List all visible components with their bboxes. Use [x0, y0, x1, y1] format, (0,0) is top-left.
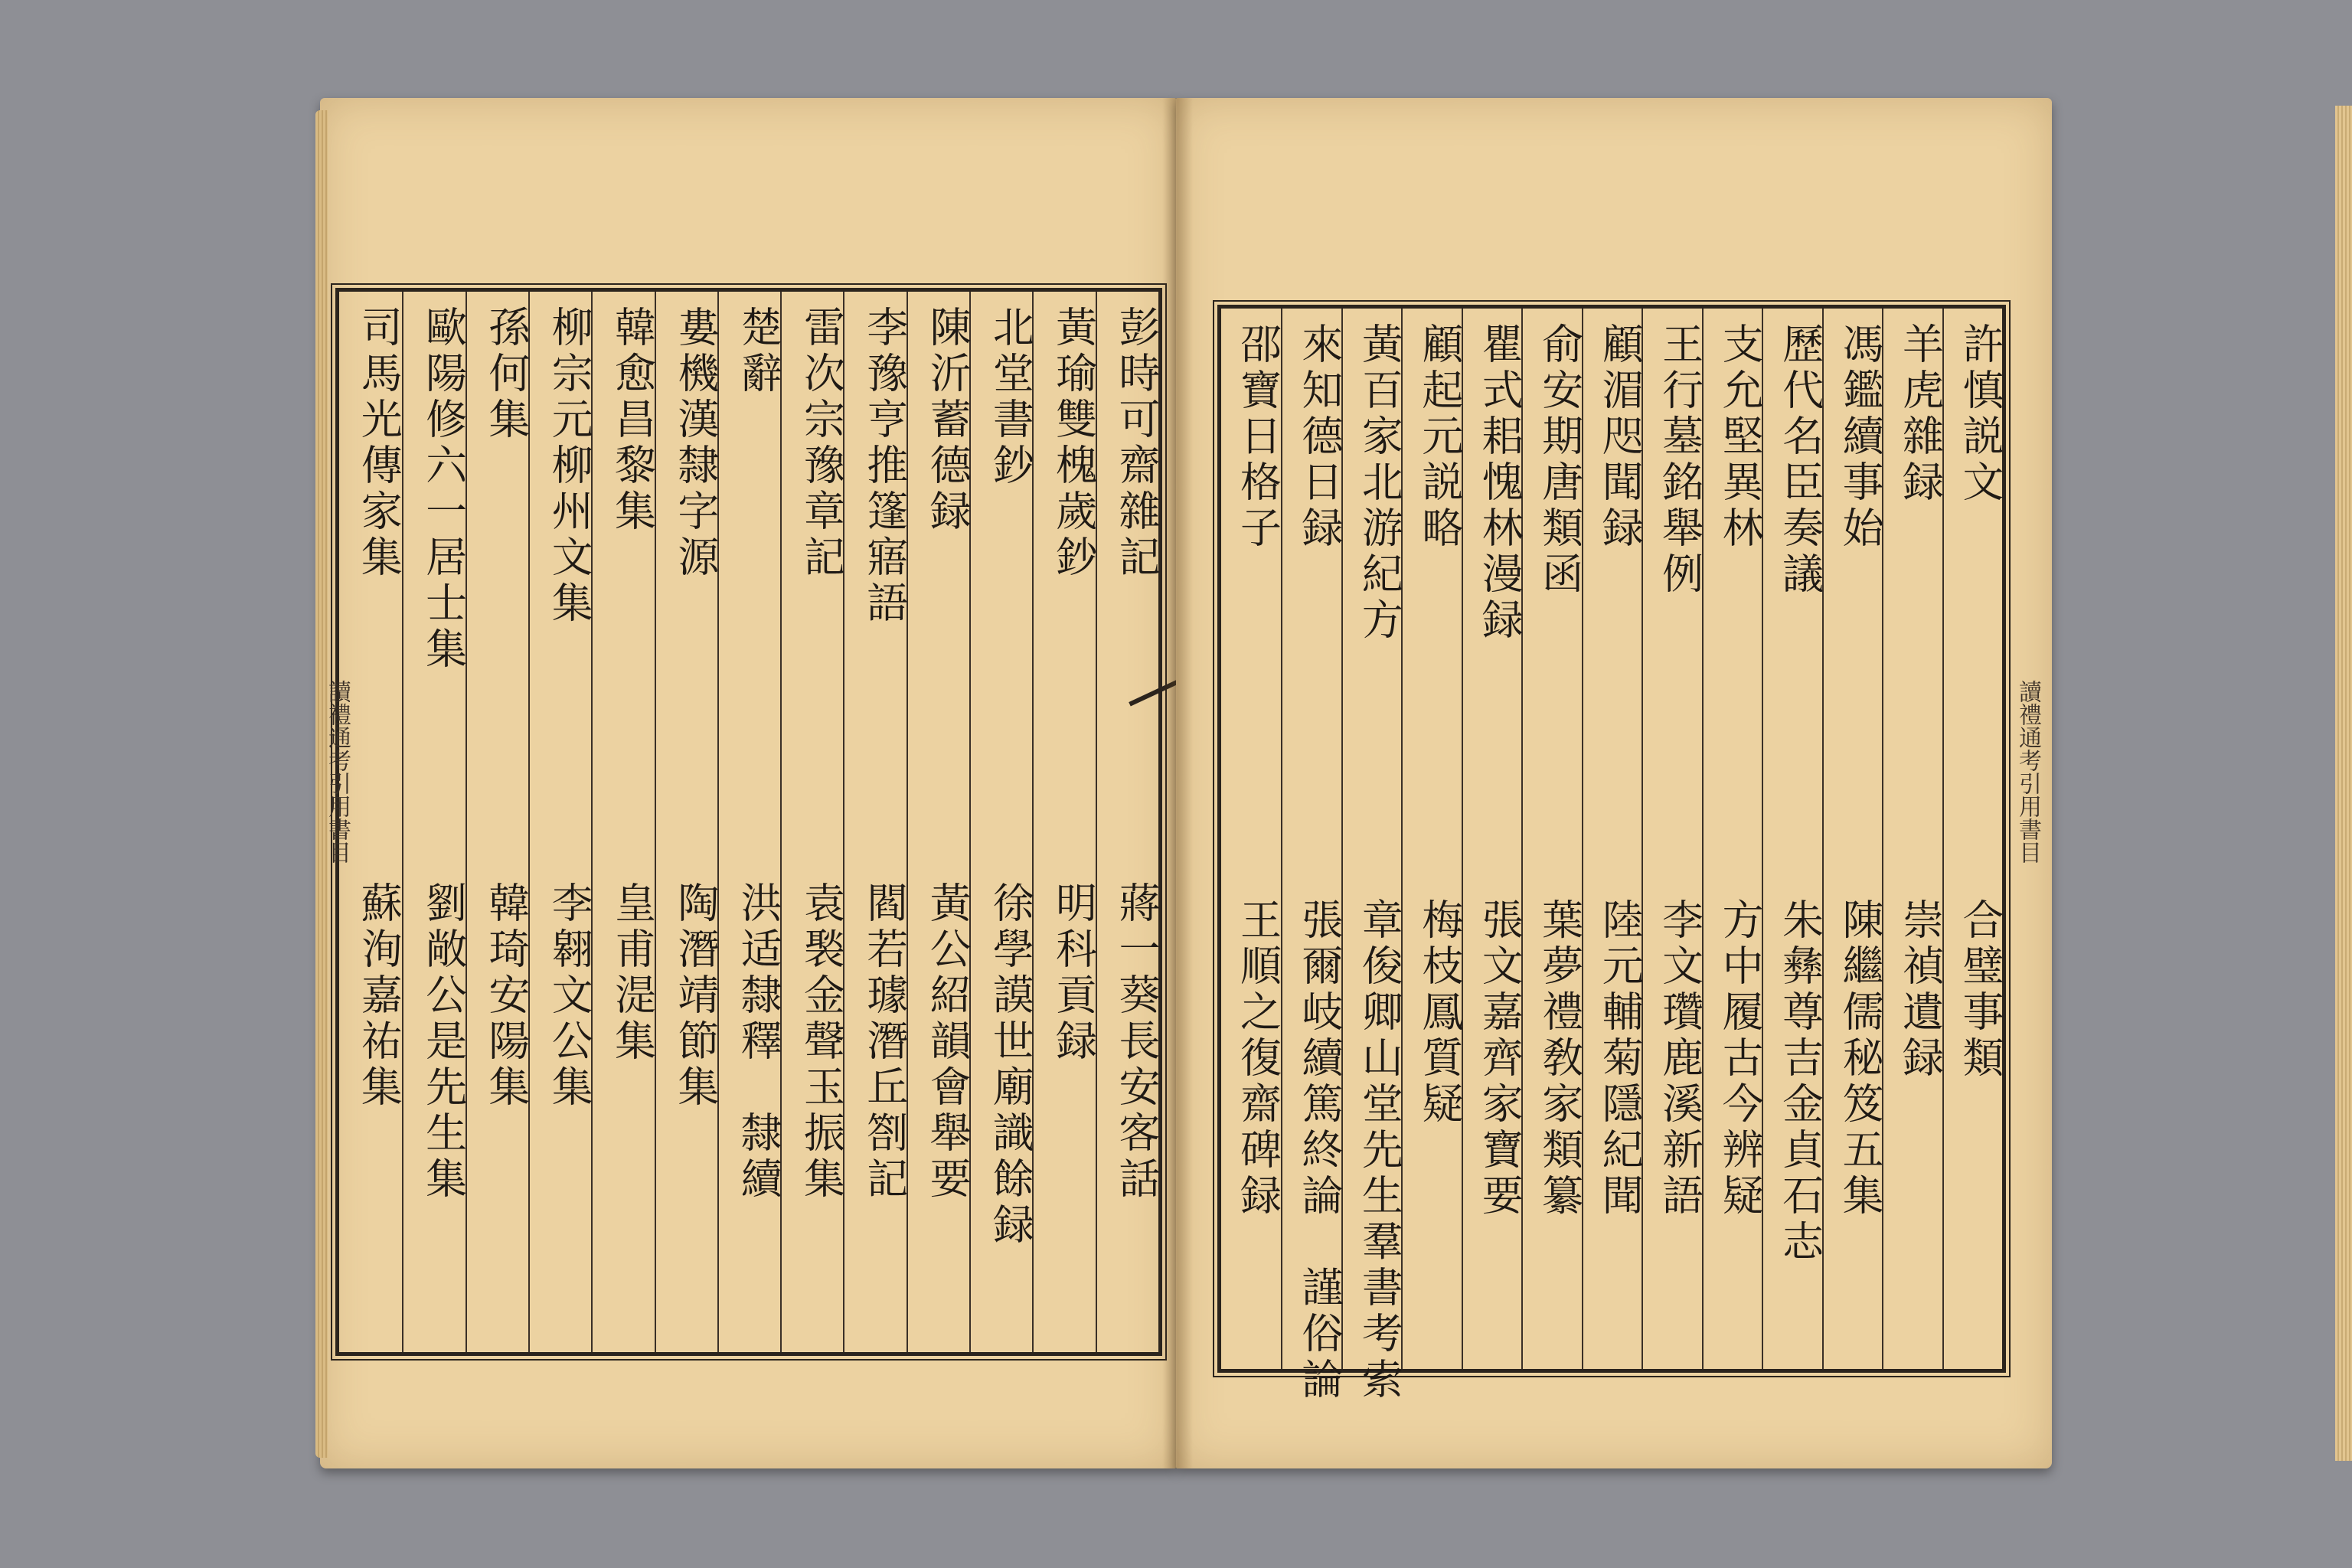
book-title-entry: 馮鑑續事始	[1836, 322, 1885, 552]
book-title-entry: 梅枝鳳質疑	[1415, 898, 1464, 1128]
text-column	[1341, 309, 1404, 1403]
book-title-entry: 韓愈昌黎集	[608, 305, 657, 535]
right-page	[1176, 98, 2052, 1468]
text-column	[528, 292, 593, 1352]
book-title-entry: 顧湄咫聞録	[1596, 322, 1645, 552]
book-title-entry: 司馬光傳家集	[354, 305, 403, 581]
book-title-entry: 楚辭	[734, 305, 783, 397]
text-column	[906, 292, 971, 1352]
book-title-entry: 婁機漢隸字源	[671, 305, 720, 581]
text-column	[969, 292, 1034, 1352]
book-title-entry: 雷次宗豫章記	[797, 305, 846, 581]
book-gutter	[1162, 98, 1193, 1468]
book-title-entry: 閻若璩潛丘劄記	[860, 881, 909, 1203]
text-column	[1642, 309, 1703, 1369]
book-title-entry: 陳繼儒秘笈五集	[1836, 898, 1885, 1220]
text-column	[591, 292, 655, 1352]
text-column	[1032, 292, 1096, 1352]
book-title-entry: 劉敞公是先生集	[419, 881, 468, 1203]
text-column	[780, 292, 844, 1352]
book-title-entry: 王行墓銘舉例	[1655, 322, 1704, 598]
text-column	[1942, 309, 2004, 1369]
book-title-entry: 北堂書鈔	[986, 305, 1035, 489]
book-title-entry: 支允堅異林	[1716, 322, 1765, 552]
book-title-entry: 洪适隸釋 隸續	[734, 881, 783, 1203]
text-column	[1281, 309, 1344, 1403]
book-title-entry: 黃公紹韻會舉要	[923, 881, 972, 1203]
left-page	[320, 98, 1176, 1468]
book-title-entry: 蔣一葵長安客話	[1112, 881, 1161, 1203]
book-title-entry: 歐陽修六一居士集	[419, 305, 468, 673]
text-column	[1762, 309, 1823, 1369]
book-title-entry: 柳宗元柳州文集	[545, 305, 594, 627]
text-column	[1882, 309, 1943, 1369]
book-title-entry: 陳沂蓄德録	[923, 305, 972, 535]
book-title-entry: 許慎説文	[1955, 322, 2004, 506]
book-title-entry: 明科貢録	[1049, 881, 1098, 1065]
book-title-entry: 王順之復齋碑録	[1233, 898, 1282, 1220]
text-column	[1521, 309, 1583, 1369]
text-column	[1221, 309, 1281, 1369]
book-title-entry: 李文瓚鹿溪新語	[1655, 898, 1704, 1220]
book-title-entry: 崇禎遺録	[1896, 898, 1945, 1082]
text-column	[1462, 309, 1523, 1369]
left-margin-heading: 讀禮通考引用書目	[324, 680, 351, 864]
book-title-entry: 皇甫湜集	[608, 881, 657, 1065]
text-column	[655, 292, 719, 1352]
left-text-frame	[335, 288, 1162, 1356]
book-title-entry: 彭時可齋雜記	[1112, 305, 1161, 581]
book-title-entry: 張文嘉齊家寶要	[1475, 898, 1524, 1220]
book-title-entry: 邵寶日格子	[1233, 322, 1282, 552]
book-title-entry: 張爾岐續篤終論 謹俗論	[1295, 898, 1344, 1403]
text-column	[1702, 309, 1763, 1369]
book-title-entry: 陶潛靖節集	[671, 881, 720, 1111]
page-stack-right	[2335, 106, 2352, 1461]
book-title-entry: 黃百家北游紀方	[1355, 322, 1404, 644]
book-title-entry: 陸元輔菊隱紀聞	[1596, 898, 1645, 1220]
text-column	[466, 292, 530, 1352]
book-title-entry: 顧起元説略	[1415, 322, 1464, 552]
text-column	[1401, 309, 1462, 1369]
text-column	[1096, 292, 1160, 1352]
book-title-entry: 合璧事類	[1955, 898, 2004, 1082]
book-title-entry: 瞿式耜愧林漫録	[1475, 322, 1524, 644]
book-title-entry: 蘇洵嘉祐集	[354, 881, 403, 1111]
book-title-entry: 李豫亨推篷寤語	[860, 305, 909, 627]
book-title-entry: 李翱文公集	[545, 881, 594, 1111]
book-title-entry: 韓琦安陽集	[482, 881, 531, 1111]
book-title-entry: 葉夢禮敎家類纂	[1535, 898, 1584, 1220]
text-column	[1582, 309, 1643, 1369]
book-title-entry: 徐學謨世廟識餘録	[986, 881, 1035, 1249]
book-title-entry: 歷代名臣奏議	[1775, 322, 1824, 598]
book-title-entry: 朱彝尊吉金貞石志	[1775, 898, 1824, 1266]
text-column	[717, 292, 782, 1352]
book-title-entry: 孫何集	[482, 305, 531, 443]
text-column	[1822, 309, 1883, 1369]
book-title-entry: 羊虎雜録	[1896, 322, 1945, 506]
book-title-entry: 章俊卿山堂先生羣書考索	[1355, 898, 1404, 1403]
right-text-frame	[1217, 305, 2006, 1403]
book-title-entry: 俞安期唐類函	[1535, 322, 1584, 598]
right-margin-heading: 讀禮通考引用書目	[2014, 680, 2041, 864]
text-column	[402, 292, 466, 1352]
book-title-entry: 黃瑜雙槐歲鈔	[1049, 305, 1098, 581]
book-title-entry: 來知德日録	[1295, 322, 1344, 552]
open-book	[320, 98, 2052, 1468]
text-column	[843, 292, 907, 1352]
book-title-entry: 方中履古今辨疑	[1716, 898, 1765, 1220]
book-title-entry: 袁褧金聲玉振集	[797, 881, 846, 1203]
